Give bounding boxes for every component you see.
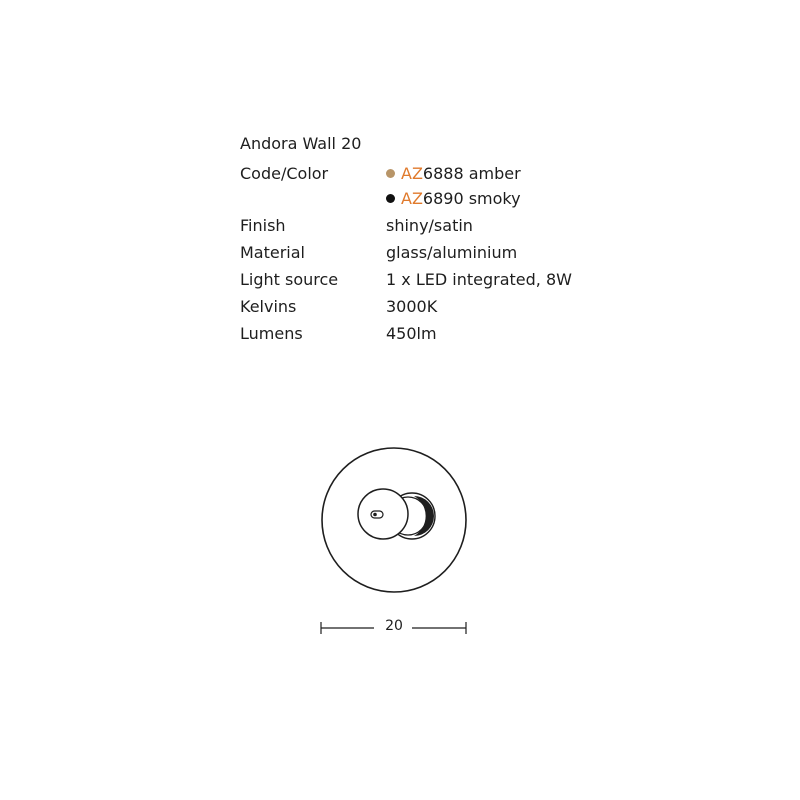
smoky-code-prefix: AZ bbox=[401, 189, 423, 208]
finish-label: Finish bbox=[240, 216, 286, 235]
light-source-value: 1 x LED integrated, 8W bbox=[386, 270, 572, 289]
smoky-color-name: smoky bbox=[468, 189, 521, 208]
kelvins-label: Kelvins bbox=[240, 297, 297, 316]
light-source-label: Light source bbox=[240, 270, 339, 289]
lamp-switch-icon bbox=[371, 511, 383, 518]
lumens-value: 450lm bbox=[386, 324, 437, 343]
amber-code-prefix: AZ bbox=[401, 164, 423, 183]
product-title: Andora Wall 20 bbox=[240, 134, 362, 153]
kelvins-value: 3000K bbox=[386, 297, 438, 316]
finish-value: shiny/satin bbox=[386, 216, 473, 235]
amber-code-number: 6888 bbox=[422, 164, 464, 183]
material-value: glass/aluminium bbox=[386, 243, 518, 262]
amber-color-name: amber bbox=[468, 164, 521, 183]
code-color-label: Code/Color bbox=[240, 164, 329, 183]
smoky-code-number: 6890 bbox=[422, 189, 464, 208]
dimension-label: 20 bbox=[385, 618, 403, 634]
lamp-switch-dot bbox=[373, 513, 377, 517]
lumens-label: Lumens bbox=[240, 324, 303, 343]
material-label: Material bbox=[240, 243, 305, 262]
